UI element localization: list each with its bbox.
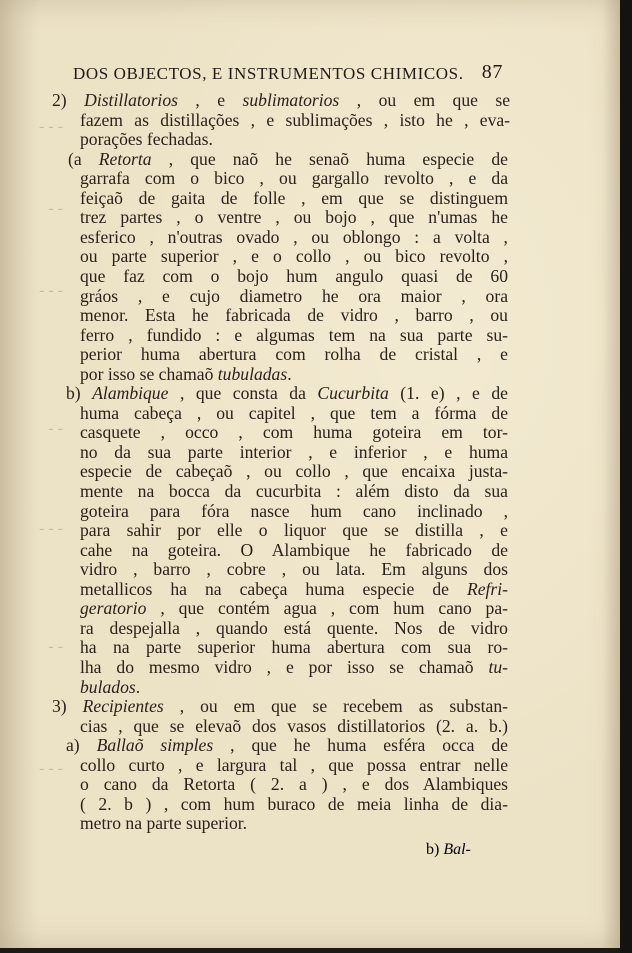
text-run: para sahir por elle o liquor que se distilla , e (80, 520, 508, 541)
text-line (80, 248, 508, 266)
text-run: ferro , fundido : e algumas tem na sua parte su- (80, 324, 509, 345)
text-run: fazem as distillações , e sublimações , isto he , eva- (80, 109, 511, 130)
text-run: , e (177, 90, 243, 110)
text-run: metro na parte superior. (80, 813, 248, 834)
text-run: (a (68, 148, 99, 169)
text-line (80, 226, 508, 247)
text-line (80, 656, 508, 677)
italic-term: tubuladas (217, 363, 288, 384)
text-run: porações fechadas. (80, 129, 213, 150)
italic-term: Distillatorios (84, 90, 178, 110)
text-run: menor. Esta he fabricada de vidro , barro , ou (80, 305, 508, 326)
text-line (80, 578, 508, 599)
italic-term: Refri- (466, 578, 508, 599)
text-run: 2) (52, 90, 85, 110)
text-line (66, 737, 508, 755)
text-line (80, 539, 508, 560)
italic-term: Recipientes (82, 696, 164, 717)
text-run: a) (66, 735, 97, 756)
text-run: (1. e) , e de (388, 383, 508, 404)
text-line (52, 92, 510, 110)
text-run: trez partes , o ventre , ou bojo , que n'umas he (80, 207, 508, 228)
text-run: perior huma abertura com rolha de cristal , e (80, 344, 508, 365)
text-run: cias , que se elevaõ dos vasos distillatorios (2. a. b.) (80, 715, 509, 736)
show-through-mark: - - (48, 420, 63, 437)
text-run: vidro , barro , cobre , ou lata. Em alguns dos (80, 559, 509, 580)
italic-term: tu- (488, 656, 508, 677)
text-line (52, 698, 508, 716)
text-line (80, 170, 508, 188)
text-run: , que contém agua , com hum cano pa- (146, 598, 508, 619)
text-run: , ou em que se (339, 90, 511, 110)
text-run: ( 2. b ) , com hum buraco de meia linha de dia- (80, 793, 508, 814)
text-line (80, 617, 508, 638)
text-line (80, 307, 508, 325)
show-through-mark: - - (48, 638, 63, 655)
text-run: goteira para fóra nasce hum cano inclinado , (80, 500, 509, 521)
text-line (80, 483, 508, 501)
text-line (80, 754, 509, 775)
text-run: b) (66, 383, 93, 404)
text-run: esferico , n'outras ovado , ou oblongo : a volta , (80, 226, 508, 247)
catchword-italic: Bal- (443, 841, 471, 858)
text-run: . (287, 363, 292, 384)
show-through-mark: - - (48, 200, 63, 217)
text-run: que faz com o bojo hum angulo quasi de 60 (80, 265, 509, 286)
italic-term: Cucurbita (317, 383, 389, 404)
text-line (80, 500, 509, 521)
text-line (80, 793, 508, 814)
text-run: casquete , occo , com huma goteira em tor- (80, 422, 508, 443)
text-run: no da sua parte interior , e inferior , e huma (80, 441, 509, 462)
text-line (68, 148, 508, 169)
text-line (80, 639, 508, 657)
show-through-mark: - - - (39, 118, 63, 135)
text-line (80, 463, 508, 481)
show-through-mark: - - - (39, 282, 63, 299)
text-line (80, 441, 509, 462)
text-line (80, 285, 509, 306)
show-through-mark: - - - (39, 760, 63, 777)
text-run: cahe na goteira. O Alambique he fabricado de (80, 539, 508, 560)
text-run: 3) (52, 696, 83, 717)
text-line (80, 363, 292, 384)
text-run: , que consta da (168, 383, 318, 404)
text-line (80, 715, 509, 736)
text-run: , ou em que se recebem as substan- (163, 696, 508, 717)
text-run: por isso se chamaõ (80, 363, 218, 384)
catchword (426, 842, 471, 858)
text-line (80, 402, 509, 423)
text-line (80, 776, 508, 794)
text-run: huma cabeça , ou capitel , que tem a fórma de (80, 402, 509, 423)
text-run: ou parte superior , e o collo , ou bico revolto , (80, 246, 508, 267)
text-line (80, 109, 511, 130)
italic-term: geratorio (80, 598, 147, 619)
text-run: especie de cabeçaõ , ou collo , que encaixa justa- (80, 461, 508, 482)
text-line (80, 346, 508, 364)
catchword-prefix: b) (426, 841, 444, 858)
text-run: gráos , e cujo diametro he ora maior , ora (80, 285, 509, 306)
text-line (80, 522, 508, 540)
text-run: ha na parte superior huma abertura com sua ro- (80, 637, 509, 658)
italic-term: sublimatorios (242, 90, 340, 110)
italic-term: Alambique (92, 383, 169, 404)
text-run: ra despejalla , quando está quente. Nos de vidro (80, 617, 508, 638)
italic-term: Retorta (98, 148, 152, 169)
text-run: , que he huma esféra occa de (213, 735, 508, 756)
text-run: collo curto , e largura tal , que possa entrar nelle (80, 754, 509, 775)
text-line (80, 265, 509, 286)
text-run: , que naõ he senaõ huma especie de (151, 148, 508, 169)
text-line (80, 209, 508, 227)
text-run: o cano da Retorta ( 2. a ) , e dos Alambiques (80, 774, 509, 795)
text-run: metallicos ha na cabeça huma especie de (80, 578, 467, 599)
text-line (80, 600, 508, 618)
text-line (80, 561, 508, 579)
italic-term: Ballaõ simples (96, 735, 214, 756)
text-line (80, 424, 508, 442)
text-line (80, 676, 141, 697)
text-run: lha do mesmo vidro , e por isso se chamaõ (80, 656, 489, 677)
page-number: 87 (481, 61, 503, 83)
text-line (80, 324, 509, 345)
page-edge-shadow (620, 0, 632, 953)
text-line (80, 815, 247, 833)
text-line (80, 187, 509, 208)
text-run: garrafa com o bico , ou gargallo revolto , e da (80, 168, 509, 189)
text-line (66, 385, 508, 403)
show-through-mark: - - - (39, 520, 63, 537)
text-run: mente na bocca da cucurbita : além disto da sua (80, 481, 508, 501)
text-run: . (135, 676, 141, 697)
running-head-title: DOS OBJECTOS, E INSTRUMENTOS CHIMICOS. (73, 64, 464, 83)
italic-term: bulados (80, 676, 136, 697)
text-line (80, 131, 213, 149)
text-run: feiçaõ de gaita de folle , em que se distinguem (80, 187, 509, 208)
